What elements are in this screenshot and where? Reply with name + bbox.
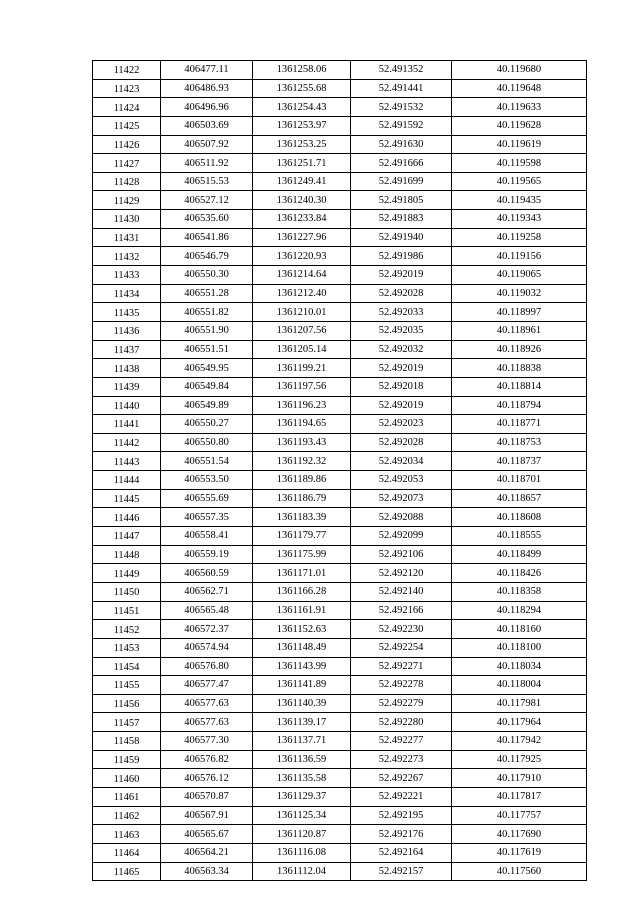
longitude-cell: 40.117981 xyxy=(452,694,587,713)
latitude-cell: 52.492176 xyxy=(351,825,452,844)
longitude-cell: 40.119343 xyxy=(452,210,587,229)
point-id-cell: 11429 xyxy=(93,191,161,210)
y-coordinate-cell: 1361186.79 xyxy=(253,489,351,508)
latitude-cell: 52.492035 xyxy=(351,321,452,340)
x-coordinate-cell: 406553.50 xyxy=(161,471,253,490)
point-id-cell: 11455 xyxy=(93,676,161,695)
latitude-cell: 52.491352 xyxy=(351,61,452,80)
table-row xyxy=(93,79,587,98)
latitude-cell: 52.492221 xyxy=(351,787,452,806)
table-row xyxy=(93,433,587,452)
x-coordinate-cell: 406560.59 xyxy=(161,564,253,583)
longitude-cell: 40.117690 xyxy=(452,825,587,844)
latitude-cell: 52.492271 xyxy=(351,657,452,676)
point-id-cell: 11458 xyxy=(93,732,161,751)
x-coordinate-cell: 406546.79 xyxy=(161,247,253,266)
x-coordinate-cell: 406577.30 xyxy=(161,732,253,751)
x-coordinate-cell: 406503.69 xyxy=(161,116,253,135)
latitude-cell: 52.492106 xyxy=(351,545,452,564)
table-row xyxy=(93,377,587,396)
x-coordinate-cell: 406577.47 xyxy=(161,676,253,695)
longitude-cell: 40.118814 xyxy=(452,377,587,396)
point-id-cell: 11462 xyxy=(93,806,161,825)
latitude-cell: 52.492279 xyxy=(351,694,452,713)
point-id-cell: 11452 xyxy=(93,620,161,639)
latitude-cell: 52.492273 xyxy=(351,750,452,769)
x-coordinate-cell: 406572.37 xyxy=(161,620,253,639)
y-coordinate-cell: 1361166.28 xyxy=(253,582,351,601)
longitude-cell: 40.119435 xyxy=(452,191,587,210)
longitude-cell: 40.118771 xyxy=(452,415,587,434)
table-row xyxy=(93,359,587,378)
point-id-cell: 11442 xyxy=(93,433,161,452)
x-coordinate-cell: 406535.60 xyxy=(161,210,253,229)
y-coordinate-cell: 1361253.25 xyxy=(253,135,351,154)
point-id-cell: 11454 xyxy=(93,657,161,676)
x-coordinate-cell: 406496.96 xyxy=(161,98,253,117)
table-row xyxy=(93,266,587,285)
y-coordinate-cell: 1361189.86 xyxy=(253,471,351,490)
x-coordinate-cell: 406486.93 xyxy=(161,79,253,98)
longitude-cell: 40.118499 xyxy=(452,545,587,564)
longitude-cell: 40.118555 xyxy=(452,527,587,546)
table-row xyxy=(93,657,587,676)
y-coordinate-cell: 1361210.01 xyxy=(253,303,351,322)
table-row xyxy=(93,862,587,881)
longitude-cell: 40.118358 xyxy=(452,582,587,601)
x-coordinate-cell: 406550.30 xyxy=(161,266,253,285)
x-coordinate-cell: 406570.87 xyxy=(161,787,253,806)
y-coordinate-cell: 1361179.77 xyxy=(253,527,351,546)
longitude-cell: 40.117942 xyxy=(452,732,587,751)
table-row xyxy=(93,508,587,527)
x-coordinate-cell: 406549.84 xyxy=(161,377,253,396)
longitude-cell: 40.118034 xyxy=(452,657,587,676)
latitude-cell: 52.492019 xyxy=(351,266,452,285)
x-coordinate-cell: 406549.95 xyxy=(161,359,253,378)
point-id-cell: 11446 xyxy=(93,508,161,527)
table-row xyxy=(93,638,587,657)
longitude-cell: 40.119628 xyxy=(452,116,587,135)
longitude-cell: 40.117560 xyxy=(452,862,587,881)
longitude-cell: 40.118100 xyxy=(452,638,587,657)
point-id-cell: 11435 xyxy=(93,303,161,322)
latitude-cell: 52.491592 xyxy=(351,116,452,135)
y-coordinate-cell: 1361152.63 xyxy=(253,620,351,639)
y-coordinate-cell: 1361196.23 xyxy=(253,396,351,415)
longitude-cell: 40.118426 xyxy=(452,564,587,583)
x-coordinate-cell: 406550.27 xyxy=(161,415,253,434)
point-id-cell: 11430 xyxy=(93,210,161,229)
point-id-cell: 11441 xyxy=(93,415,161,434)
longitude-cell: 40.118294 xyxy=(452,601,587,620)
longitude-cell: 40.119032 xyxy=(452,284,587,303)
longitude-cell: 40.118701 xyxy=(452,471,587,490)
longitude-cell: 40.117925 xyxy=(452,750,587,769)
point-id-cell: 11423 xyxy=(93,79,161,98)
x-coordinate-cell: 406577.63 xyxy=(161,713,253,732)
x-coordinate-cell: 406565.48 xyxy=(161,601,253,620)
table-row xyxy=(93,452,587,471)
x-coordinate-cell: 406574.94 xyxy=(161,638,253,657)
longitude-cell: 40.119258 xyxy=(452,228,587,247)
latitude-cell: 52.492028 xyxy=(351,433,452,452)
longitude-cell: 40.119648 xyxy=(452,79,587,98)
latitude-cell: 52.492018 xyxy=(351,377,452,396)
latitude-cell: 52.492278 xyxy=(351,676,452,695)
table-row xyxy=(93,825,587,844)
longitude-cell: 40.117910 xyxy=(452,769,587,788)
longitude-cell: 40.118608 xyxy=(452,508,587,527)
y-coordinate-cell: 1361253.97 xyxy=(253,116,351,135)
y-coordinate-cell: 1361125.34 xyxy=(253,806,351,825)
x-coordinate-cell: 406576.12 xyxy=(161,769,253,788)
y-coordinate-cell: 1361139.17 xyxy=(253,713,351,732)
x-coordinate-cell: 406562.71 xyxy=(161,582,253,601)
y-coordinate-cell: 1361249.41 xyxy=(253,172,351,191)
latitude-cell: 52.492073 xyxy=(351,489,452,508)
table-row xyxy=(93,116,587,135)
y-coordinate-cell: 1361255.68 xyxy=(253,79,351,98)
x-coordinate-cell: 406549.89 xyxy=(161,396,253,415)
y-coordinate-cell: 1361161.91 xyxy=(253,601,351,620)
longitude-cell: 40.117817 xyxy=(452,787,587,806)
coordinates-table-body xyxy=(93,61,587,881)
table-row xyxy=(93,135,587,154)
table-row xyxy=(93,228,587,247)
longitude-cell: 40.118004 xyxy=(452,676,587,695)
point-id-cell: 11431 xyxy=(93,228,161,247)
table-row xyxy=(93,191,587,210)
table-row xyxy=(93,303,587,322)
point-id-cell: 11445 xyxy=(93,489,161,508)
point-id-cell: 11451 xyxy=(93,601,161,620)
longitude-cell: 40.118926 xyxy=(452,340,587,359)
table-row xyxy=(93,545,587,564)
point-id-cell: 11453 xyxy=(93,638,161,657)
latitude-cell: 52.492028 xyxy=(351,284,452,303)
latitude-cell: 52.492195 xyxy=(351,806,452,825)
x-coordinate-cell: 406477.11 xyxy=(161,61,253,80)
y-coordinate-cell: 1361171.01 xyxy=(253,564,351,583)
latitude-cell: 52.491940 xyxy=(351,228,452,247)
longitude-cell: 40.117964 xyxy=(452,713,587,732)
y-coordinate-cell: 1361251.71 xyxy=(253,154,351,173)
point-id-cell: 11443 xyxy=(93,452,161,471)
latitude-cell: 52.492140 xyxy=(351,582,452,601)
y-coordinate-cell: 1361233.84 xyxy=(253,210,351,229)
x-coordinate-cell: 406551.28 xyxy=(161,284,253,303)
longitude-cell: 40.117757 xyxy=(452,806,587,825)
latitude-cell: 52.492157 xyxy=(351,862,452,881)
y-coordinate-cell: 1361227.96 xyxy=(253,228,351,247)
table-row xyxy=(93,582,587,601)
y-coordinate-cell: 1361205.14 xyxy=(253,340,351,359)
latitude-cell: 52.491630 xyxy=(351,135,452,154)
point-id-cell: 11427 xyxy=(93,154,161,173)
table-row xyxy=(93,676,587,695)
x-coordinate-cell: 406559.19 xyxy=(161,545,253,564)
point-id-cell: 11433 xyxy=(93,266,161,285)
point-id-cell: 11434 xyxy=(93,284,161,303)
y-coordinate-cell: 1361140.39 xyxy=(253,694,351,713)
table-row xyxy=(93,527,587,546)
table-row xyxy=(93,806,587,825)
y-coordinate-cell: 1361120.87 xyxy=(253,825,351,844)
longitude-cell: 40.119633 xyxy=(452,98,587,117)
point-id-cell: 11438 xyxy=(93,359,161,378)
point-id-cell: 11463 xyxy=(93,825,161,844)
longitude-cell: 40.119065 xyxy=(452,266,587,285)
latitude-cell: 52.492033 xyxy=(351,303,452,322)
point-id-cell: 11432 xyxy=(93,247,161,266)
point-id-cell: 11440 xyxy=(93,396,161,415)
latitude-cell: 52.492053 xyxy=(351,471,452,490)
x-coordinate-cell: 406507.92 xyxy=(161,135,253,154)
longitude-cell: 40.118160 xyxy=(452,620,587,639)
x-coordinate-cell: 406558.41 xyxy=(161,527,253,546)
x-coordinate-cell: 406527.12 xyxy=(161,191,253,210)
latitude-cell: 52.491441 xyxy=(351,79,452,98)
latitude-cell: 52.492032 xyxy=(351,340,452,359)
latitude-cell: 52.492034 xyxy=(351,452,452,471)
x-coordinate-cell: 406551.90 xyxy=(161,321,253,340)
x-coordinate-cell: 406565.67 xyxy=(161,825,253,844)
x-coordinate-cell: 406576.80 xyxy=(161,657,253,676)
longitude-cell: 40.119156 xyxy=(452,247,587,266)
y-coordinate-cell: 1361214.64 xyxy=(253,266,351,285)
table-row xyxy=(93,787,587,806)
y-coordinate-cell: 1361212.40 xyxy=(253,284,351,303)
latitude-cell: 52.491699 xyxy=(351,172,452,191)
longitude-cell: 40.117619 xyxy=(452,843,587,862)
table-row xyxy=(93,750,587,769)
point-id-cell: 11448 xyxy=(93,545,161,564)
table-row xyxy=(93,713,587,732)
x-coordinate-cell: 406576.82 xyxy=(161,750,253,769)
x-coordinate-cell: 406564.21 xyxy=(161,843,253,862)
x-coordinate-cell: 406511.92 xyxy=(161,154,253,173)
x-coordinate-cell: 406567.91 xyxy=(161,806,253,825)
y-coordinate-cell: 1361197.56 xyxy=(253,377,351,396)
point-id-cell: 11428 xyxy=(93,172,161,191)
latitude-cell: 52.491666 xyxy=(351,154,452,173)
table-row xyxy=(93,340,587,359)
x-coordinate-cell: 406555.69 xyxy=(161,489,253,508)
y-coordinate-cell: 1361199.21 xyxy=(253,359,351,378)
point-id-cell: 11457 xyxy=(93,713,161,732)
latitude-cell: 52.491532 xyxy=(351,98,452,117)
latitude-cell: 52.492088 xyxy=(351,508,452,527)
point-id-cell: 11444 xyxy=(93,471,161,490)
x-coordinate-cell: 406563.34 xyxy=(161,862,253,881)
point-id-cell: 11461 xyxy=(93,787,161,806)
latitude-cell: 52.492277 xyxy=(351,732,452,751)
table-row xyxy=(93,61,587,80)
latitude-cell: 52.491986 xyxy=(351,247,452,266)
table-row xyxy=(93,471,587,490)
point-id-cell: 11456 xyxy=(93,694,161,713)
y-coordinate-cell: 1361129.37 xyxy=(253,787,351,806)
y-coordinate-cell: 1361148.49 xyxy=(253,638,351,657)
latitude-cell: 52.492254 xyxy=(351,638,452,657)
point-id-cell: 11437 xyxy=(93,340,161,359)
x-coordinate-cell: 406551.51 xyxy=(161,340,253,359)
table-row xyxy=(93,396,587,415)
point-id-cell: 11425 xyxy=(93,116,161,135)
longitude-cell: 40.118961 xyxy=(452,321,587,340)
table-row xyxy=(93,769,587,788)
x-coordinate-cell: 406541.86 xyxy=(161,228,253,247)
x-coordinate-cell: 406551.54 xyxy=(161,452,253,471)
y-coordinate-cell: 1361254.43 xyxy=(253,98,351,117)
latitude-cell: 52.491805 xyxy=(351,191,452,210)
coordinates-table xyxy=(92,60,587,881)
y-coordinate-cell: 1361137.71 xyxy=(253,732,351,751)
longitude-cell: 40.118737 xyxy=(452,452,587,471)
point-id-cell: 11460 xyxy=(93,769,161,788)
x-coordinate-cell: 406551.82 xyxy=(161,303,253,322)
latitude-cell: 52.492164 xyxy=(351,843,452,862)
latitude-cell: 52.492280 xyxy=(351,713,452,732)
table-row xyxy=(93,620,587,639)
y-coordinate-cell: 1361135.58 xyxy=(253,769,351,788)
table-row xyxy=(93,564,587,583)
y-coordinate-cell: 1361240.30 xyxy=(253,191,351,210)
point-id-cell: 11447 xyxy=(93,527,161,546)
latitude-cell: 52.492019 xyxy=(351,359,452,378)
x-coordinate-cell: 406550.80 xyxy=(161,433,253,452)
table-row xyxy=(93,601,587,620)
table-row xyxy=(93,284,587,303)
latitude-cell: 52.492166 xyxy=(351,601,452,620)
point-id-cell: 11464 xyxy=(93,843,161,862)
longitude-cell: 40.119565 xyxy=(452,172,587,191)
point-id-cell: 11424 xyxy=(93,98,161,117)
y-coordinate-cell: 1361194.65 xyxy=(253,415,351,434)
y-coordinate-cell: 1361116.08 xyxy=(253,843,351,862)
longitude-cell: 40.118838 xyxy=(452,359,587,378)
table-row xyxy=(93,154,587,173)
longitude-cell: 40.118794 xyxy=(452,396,587,415)
latitude-cell: 52.492099 xyxy=(351,527,452,546)
latitude-cell: 52.492230 xyxy=(351,620,452,639)
y-coordinate-cell: 1361143.99 xyxy=(253,657,351,676)
y-coordinate-cell: 1361112.04 xyxy=(253,862,351,881)
x-coordinate-cell: 406577.63 xyxy=(161,694,253,713)
table-row xyxy=(93,489,587,508)
point-id-cell: 11459 xyxy=(93,750,161,769)
y-coordinate-cell: 1361220.93 xyxy=(253,247,351,266)
latitude-cell: 52.492120 xyxy=(351,564,452,583)
y-coordinate-cell: 1361258.06 xyxy=(253,61,351,80)
longitude-cell: 40.118997 xyxy=(452,303,587,322)
latitude-cell: 52.491883 xyxy=(351,210,452,229)
y-coordinate-cell: 1361192.32 xyxy=(253,452,351,471)
latitude-cell: 52.492023 xyxy=(351,415,452,434)
latitude-cell: 52.492019 xyxy=(351,396,452,415)
y-coordinate-cell: 1361175.99 xyxy=(253,545,351,564)
x-coordinate-cell: 406557.35 xyxy=(161,508,253,527)
y-coordinate-cell: 1361136.59 xyxy=(253,750,351,769)
table-row xyxy=(93,843,587,862)
table-row xyxy=(93,98,587,117)
y-coordinate-cell: 1361183.39 xyxy=(253,508,351,527)
table-row xyxy=(93,247,587,266)
y-coordinate-cell: 1361193.43 xyxy=(253,433,351,452)
point-id-cell: 11449 xyxy=(93,564,161,583)
point-id-cell: 11436 xyxy=(93,321,161,340)
table-row xyxy=(93,732,587,751)
point-id-cell: 11426 xyxy=(93,135,161,154)
table-row xyxy=(93,321,587,340)
table-row xyxy=(93,172,587,191)
table-row xyxy=(93,210,587,229)
longitude-cell: 40.119619 xyxy=(452,135,587,154)
longitude-cell: 40.118657 xyxy=(452,489,587,508)
point-id-cell: 11422 xyxy=(93,61,161,80)
x-coordinate-cell: 406515.53 xyxy=(161,172,253,191)
point-id-cell: 11465 xyxy=(93,862,161,881)
point-id-cell: 11439 xyxy=(93,377,161,396)
longitude-cell: 40.119598 xyxy=(452,154,587,173)
latitude-cell: 52.492267 xyxy=(351,769,452,788)
y-coordinate-cell: 1361207.56 xyxy=(253,321,351,340)
longitude-cell: 40.118753 xyxy=(452,433,587,452)
longitude-cell: 40.119680 xyxy=(452,61,587,80)
y-coordinate-cell: 1361141.89 xyxy=(253,676,351,695)
table-row xyxy=(93,415,587,434)
table-row xyxy=(93,694,587,713)
point-id-cell: 11450 xyxy=(93,582,161,601)
